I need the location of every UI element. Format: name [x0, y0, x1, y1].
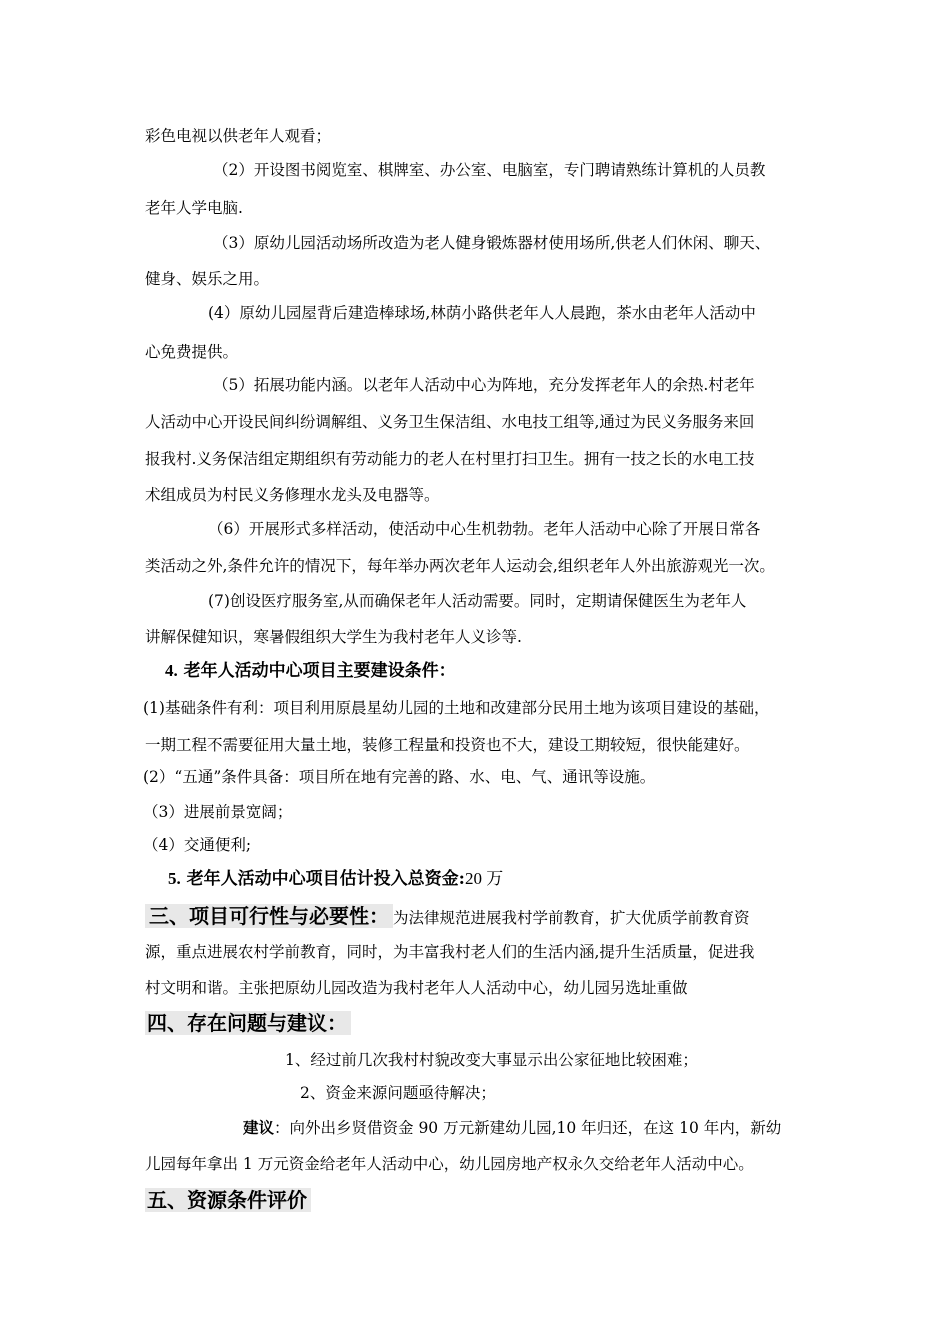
subheading-text: 老年人活动中心项目估计投入总资金:	[186, 869, 465, 889]
subheading-5	[168, 868, 503, 890]
condition-line: (1)基础条件有利：项目利用原晨星幼儿园的土地和改建部分民用土地为该项目建设的基础，	[143, 699, 770, 717]
subheading-4	[165, 660, 456, 682]
body-line: 儿园每年拿出 1 万元资金给老年人活动中心，幼儿园房地产权永久交给老年人活动中心。	[145, 1155, 754, 1173]
condition-line: (2）“五通”条件具备：项目所在地有完善的路、水、电、气、通讯等设施。	[143, 768, 656, 786]
body-line: （5）拓展功能内涵。以老年人活动中心为阵地，充分发挥老年人的余热.村老年	[213, 376, 755, 394]
body-line: (7)创设医疗服务室,从而确保老年人活动需要。同时，定期请保健医生为老年人	[208, 592, 747, 610]
body-line: 术组成员为村民义务修理水龙头及电器等。	[145, 486, 440, 504]
section-4-title: 四、存在问题与建议：	[145, 1011, 351, 1035]
body-line: 报我村.义务保洁组定期组织有劳动能力的老人在村里打扫卫生。拥有一技之长的水电工技	[145, 450, 755, 468]
section-5-title: 五、资源条件评价	[145, 1188, 311, 1212]
condition-line: （4）交通便利;	[143, 836, 252, 854]
advice-line	[243, 1118, 781, 1138]
body-line: （2）开设图书阅览室、棋牌室、办公室、电脑室，专门聘请熟练计算机的人员教	[213, 161, 766, 179]
section-4-heading	[145, 1010, 351, 1036]
advice-label: 建议	[243, 1118, 275, 1137]
body-line: 彩色电视以供老年人观看；	[145, 127, 332, 145]
body-line: 心免费提供。	[145, 343, 239, 361]
body-line: (4）原幼儿园屋背后建造棒球场,林荫小路供老年人人晨跑，茶水由老年人活动中	[208, 304, 756, 322]
body-line: 老年人学电脑.	[145, 199, 243, 217]
condition-line: 一期工程不需要征用大量土地，装修工程量和投资也不大，建设工期较短，很快能建好。	[145, 736, 750, 754]
body-line: （3）原幼儿园活动场所改造为老人健身锻炼器材使用场所,供老人们休闲、聊天、	[213, 234, 771, 252]
section-3-text: 为法律规范进展我村学前教育，扩大优质学前教育资	[393, 909, 750, 927]
section-5-heading	[145, 1187, 311, 1213]
section-3-title: 三、项目可行性与必要性：	[145, 904, 393, 928]
body-line: （6）开展形式多样活动，使活动中心生机勃勃。老年人活动中心除了开展日常各	[208, 520, 761, 538]
section-3-first-line	[145, 903, 750, 931]
investment-amount: 20 万	[464, 869, 504, 888]
body-line: 村文明和谐。主张把原幼儿园改造为我村老年人人活动中心，幼儿园另选址重做	[145, 979, 688, 997]
problem-line: 1、经过前几次我村村貌改变大事显示出公家征地比较困难；	[285, 1051, 698, 1069]
body-line: 类活动之外,条件允许的情况下，每年举办两次老年人运动会,组织老年人外出旅游观光一次。	[145, 557, 775, 575]
advice-text: ：向外出乡贤借资金 90 万元新建幼儿园,10 年归还，在这 10 年内，新幼	[274, 1119, 782, 1137]
body-line: 讲解保健知识，寒暑假组织大学生为我村老年人义诊等.	[145, 628, 522, 646]
subheading-text: 老年人活动中心项目主要建设条件：	[183, 661, 456, 681]
problem-line: 2、资金来源问题亟待解决；	[300, 1084, 496, 1102]
subheading-number: 5.	[168, 869, 181, 888]
body-line: 源，重点进展农村学前教育，同时，为丰富我村老人们的生活内涵,提升生活质量，促进我	[145, 943, 755, 961]
condition-line: （3）进展前景宽阔；	[143, 803, 293, 821]
body-line: 健身、娱乐之用。	[145, 270, 270, 288]
subheading-number: 4.	[165, 661, 178, 680]
body-line: 人活动中心开设民间纠纷调解组、义务卫生保洁组、水电技工组等,通过为民义务服务来回	[145, 413, 755, 431]
